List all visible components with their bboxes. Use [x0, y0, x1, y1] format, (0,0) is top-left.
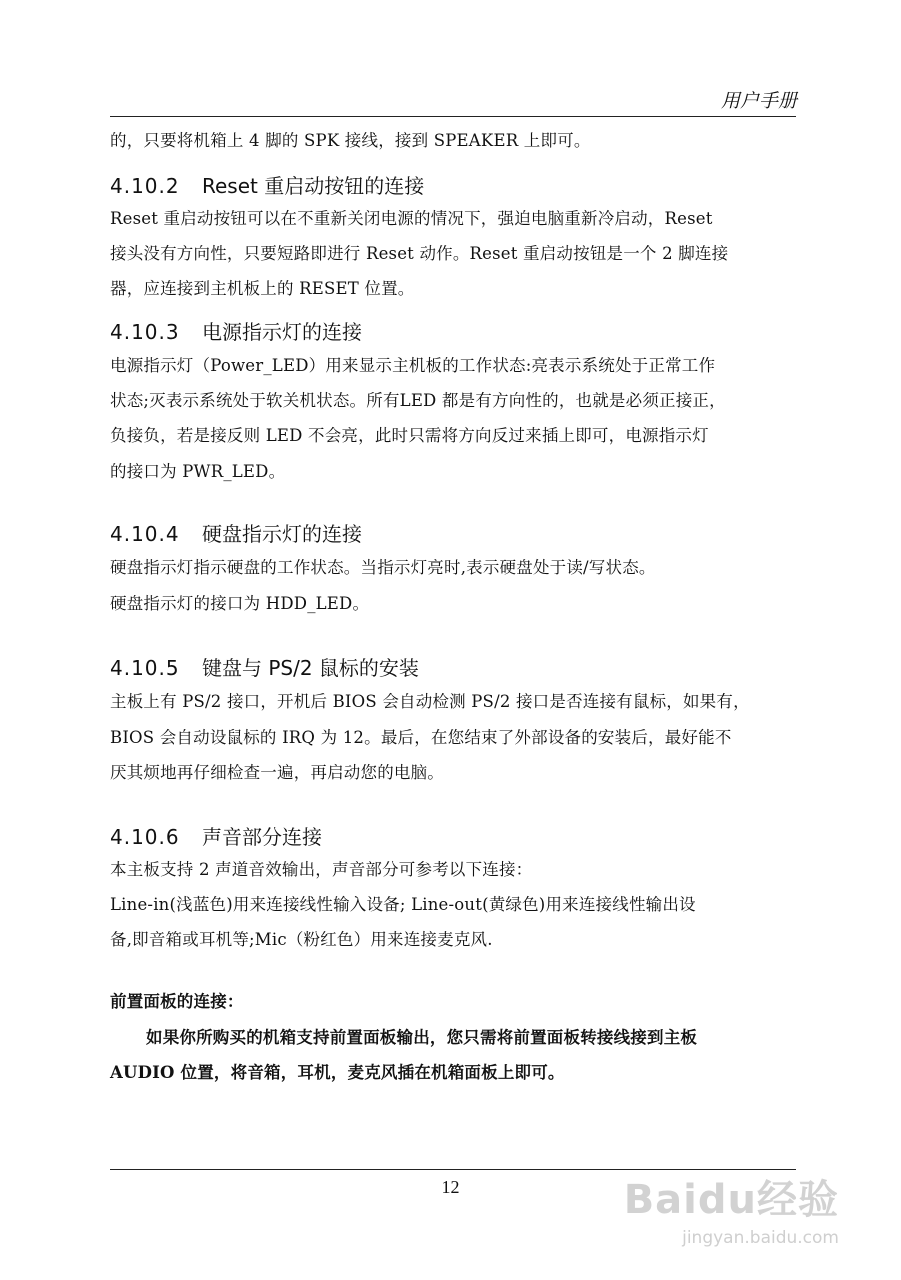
- watermark-logo: Baidu经验: [623, 1177, 839, 1223]
- section-heading-4-10-3: [110, 318, 362, 346]
- paragraph-line: BIOS 会自动设鼠标的 IRQ 为 12。最后，在您结束了外部设备的安装后，最好能不: [110, 728, 732, 747]
- header-rule: [110, 116, 796, 117]
- paragraph-line: 状态;灭表示系统处于软关机状态。所有LED 都是有方向性的，也就是必须正接正，: [110, 391, 726, 410]
- section-title: Reset 重启动按钮的连接: [202, 174, 425, 198]
- watermark-url: jingyan.baidu.com: [682, 1228, 839, 1248]
- section-heading-4-10-5: [110, 654, 419, 682]
- paragraph-line: 本主板支持 2 声道音效输出，声音部分可参考以下连接：: [110, 860, 533, 879]
- paragraph-line: 接头没有方向性，只要短路即进行 Reset 动作。Reset 重启动按钮是一个 2 脚连接: [110, 244, 729, 263]
- section-heading-4-10-4: [110, 520, 362, 548]
- section-number: 4.10.2: [110, 174, 180, 198]
- paragraph-line: 电源指示灯（Power_LED）用来显示主机板的工作状态:亮表示系统处于正常工作: [110, 356, 716, 375]
- front-panel-line: AUDIO 位置，将音箱，耳机，麦克风插在机箱面板上即可。: [110, 1063, 565, 1082]
- section-heading-4-10-6: [110, 823, 322, 851]
- page-number: 12: [441, 1177, 460, 1197]
- section-number: 4.10.6: [110, 825, 180, 849]
- front-panel-heading: 前置面板的连接：: [110, 992, 244, 1011]
- paragraph-line: 的接口为 PWR_LED。: [110, 462, 286, 481]
- header-title: 用户手册: [720, 90, 797, 112]
- section-title: 电源指示灯的连接: [202, 320, 362, 344]
- paragraph-line: Reset 重启动按钮可以在不重新关闭电源的情况下，强迫电脑重新冷启动，Reset: [110, 209, 713, 228]
- paragraph-line: 硬盘指示灯指示硬盘的工作状态。当指示灯亮时,表示硬盘处于读/写状态。: [110, 558, 656, 577]
- paragraph-line: 主板上有 PS/2 接口，开机后 BIOS 会自动检测 PS/2 接口是否连接有鼠标，如果有，: [110, 692, 750, 711]
- paragraph-line: Line-in(浅蓝色)用来连接线性输入设备; Line-out(黄绿色)用来连接线性输出设: [110, 895, 696, 914]
- section-number: 4.10.4: [110, 522, 180, 546]
- paragraph-line: 硬盘指示灯的接口为 HDD_LED。: [110, 594, 370, 613]
- section-title: 声音部分连接: [202, 825, 322, 849]
- section-heading-4-10-2: [110, 172, 424, 200]
- paragraph-line: 备,即音箱或耳机等;Mic（粉红色）用来连接麦克风.: [110, 930, 493, 949]
- section-number: 4.10.5: [110, 656, 180, 680]
- front-panel-line: 如果你所购买的机箱支持前置面板输出，您只需将前置面板转接线接到主板: [146, 1028, 698, 1047]
- section-title: 硬盘指示灯的连接: [202, 522, 362, 546]
- section-number: 4.10.3: [110, 320, 180, 344]
- baidu-watermark: [623, 1150, 839, 1270]
- paragraph-line: 厌其烦地再仔细检查一遍，再启动您的电脑。: [110, 763, 444, 782]
- intro-line: 的，只要将机箱上 4 脚的 SPK 接线，接到 SPEAKER 上即可。: [110, 131, 591, 150]
- paragraph-line: 器，应连接到主机板上的 RESET 位置。: [110, 279, 415, 298]
- paragraph-line: 负接负，若是接反则 LED 不会亮，此时只需将方向反过来插上即可，电源指示灯: [110, 426, 709, 445]
- section-title: 键盘与 PS/2 鼠标的安装: [202, 656, 419, 680]
